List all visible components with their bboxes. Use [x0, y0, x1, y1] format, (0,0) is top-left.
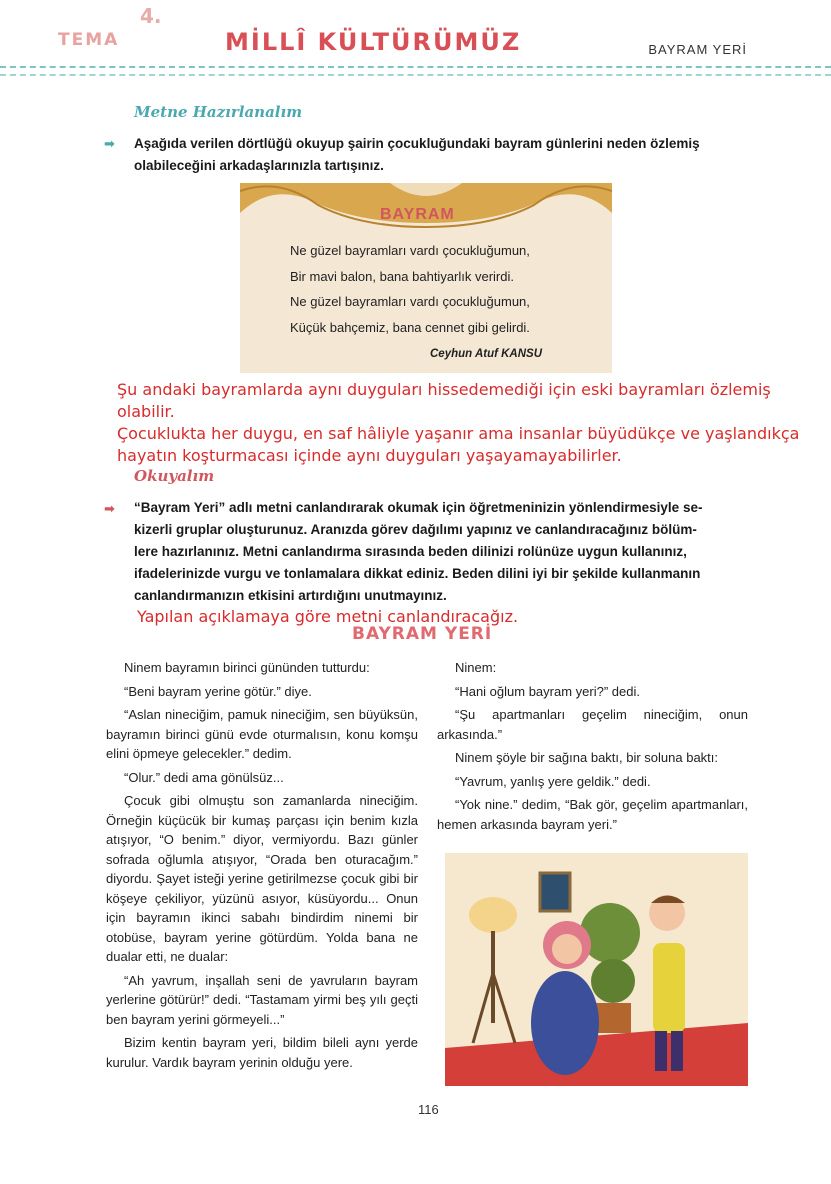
answer-text-2: Yapılan açıklamaya göre metni canlandıracağız. [137, 607, 519, 626]
story-paragraph: “Şu apartmanları geçelim nineciğim, onun arkasında.” [437, 707, 748, 742]
instruction-line: ifadelerinizde vurgu ve tonlamalara dikkat ediniz. Beden dilini iyi bir şekilde kullanmanın [134, 566, 701, 581]
story-paragraph: Ninem şöyle bir sağına baktı, bir soluna baktı: [455, 750, 719, 765]
answer-line: Çocuklukta her duygu, en saf hâliyle yaşanır ama insanlar büyüdükçe ve yaşlandıkça [117, 424, 800, 443]
story-paragraph: “Beni bayram yerine götür.” diye. [124, 683, 312, 699]
instruction-line: Aşağıda verilen dörtlüğü okuyup şairin çocukluğundaki bayram günlerini neden özlemiş [134, 136, 700, 151]
poem-author: Ceyhun Atuf KANSU [430, 348, 543, 360]
poem-line: Ne güzel bayramları vardı çocukluğumun, [290, 243, 530, 258]
grandmother-and-man-illustration [445, 853, 748, 1086]
unit-label: TEMA [58, 30, 120, 50]
answer-line: hayatın koşturmacası içinde aynı duyguları yaşayamayabilirler. [117, 446, 622, 465]
header-divider [0, 66, 831, 68]
instruction-line: lere hazırlanınız. Metni canlandırma sırasında beden dilinizi rolünüze uygun kullanınız, [134, 544, 687, 559]
instruction-line: kizerli gruplar oluşturunuz. Aranızda görev dağılımı yapınız ve canlandıracağınız bölüm- [134, 522, 697, 537]
poem-line: Ne güzel bayramları vardı çocukluğumun, [290, 294, 530, 309]
story-right-column [437, 658, 748, 838]
arrow-icon: ➡ [104, 501, 115, 516]
read-instruction [134, 497, 750, 607]
story-paragraph: “Yavrum, yanlış yere geldik.” dedi. [455, 773, 651, 789]
story-title: BAYRAM YERİ [352, 624, 493, 644]
instruction-line: olabileceğini arkadaşlarınızla tartışınız. [134, 158, 384, 173]
story-paragraph: “Hani oğlum bayram yeri?” dedi. [455, 683, 640, 699]
story-paragraph: Ninem bayramın birinci gününden tutturdu: [124, 660, 370, 675]
section-title: BAYRAM YERİ [648, 42, 747, 57]
instruction-line: canlandırmanızın etkisini artırdığını unutmayınız. [134, 588, 447, 603]
poem-line: Küçük bahçemiz, bana cennet gibi gelirdi. [290, 320, 530, 335]
page-number: 116 [418, 1102, 439, 1117]
prepare-instruction [134, 133, 700, 177]
story-left-column [106, 658, 418, 1076]
poem-line: Bir mavi balon, bana bahtiyarlık verirdi. [290, 269, 514, 284]
answer-text [117, 379, 822, 467]
header-divider-secondary [0, 74, 831, 76]
story-paragraph: Ninem: [455, 660, 497, 675]
story-paragraph: “Aslan nineciğim, pamuk nineciğim, sen büyüksün, bayramın birinci günü evde oturmalısın, konu komşu elini öpmeye gelecekler.” dedim. [106, 707, 418, 761]
answer-line: Şu andaki bayramlarda aynı duyguları hissedemediği için eski bayramları özlemiş olabilir. [117, 380, 771, 421]
read-title: Okuyalım [134, 467, 215, 485]
story-illustration [445, 853, 748, 1086]
story-paragraph: Çocuk gibi olmuştu son zamanlarda nineciğim. Örneğin küçücük bir kumaş parçası için benim kızla atışıyor, “O benim.” diyor, vermiyordu. Bazı günler sofrada oğlumla atışıyor, “Orada ben oturacağım.” diyordu. Şayet isteği yerine getirilmezse çocuk gibi bir köşeye çekiliyor, yüzünü asıyor, küsüyordu... Onun için bayramın ikinci sabahı bindirdim ninemi bir otobüse, bayram yerine götürdüm. Yolda bana ne dualar etti, ne dualar: [106, 793, 418, 964]
theme-title: MİLLÎ KÜLTÜRÜMÜZ [225, 28, 522, 56]
story-paragraph: Bizim kentin bayram yeri, bildim bileli aynı yerde kurulur. Vardık bayram yerinin olduğu yere. [106, 1035, 418, 1070]
unit-number: 4. [140, 4, 162, 28]
story-paragraph: “Yok nine.” dedim, “Bak gör, geçelim apartmanları, hemen arkasında bayram yeri.” [437, 797, 748, 832]
story-paragraph: “Olur.” dedi ama gönülsüz... [124, 769, 284, 785]
arrow-icon: ➡ [104, 136, 115, 151]
poem-title: BAYRAM [380, 206, 455, 223]
story-paragraph: “Ah yavrum, inşallah seni de yavruların bayram yerlerine götürür!” dedi. “Tastamam yirmi beş yılı geçti ben bayram yerini görmeyeli...” [106, 972, 418, 1027]
prepare-title: Metne Hazırlanalım [134, 103, 303, 121]
instruction-line: “Bayram Yeri” adlı metni canlandırarak okumak için öğretmeninizin yönlendirmesiyle se- [134, 500, 703, 515]
